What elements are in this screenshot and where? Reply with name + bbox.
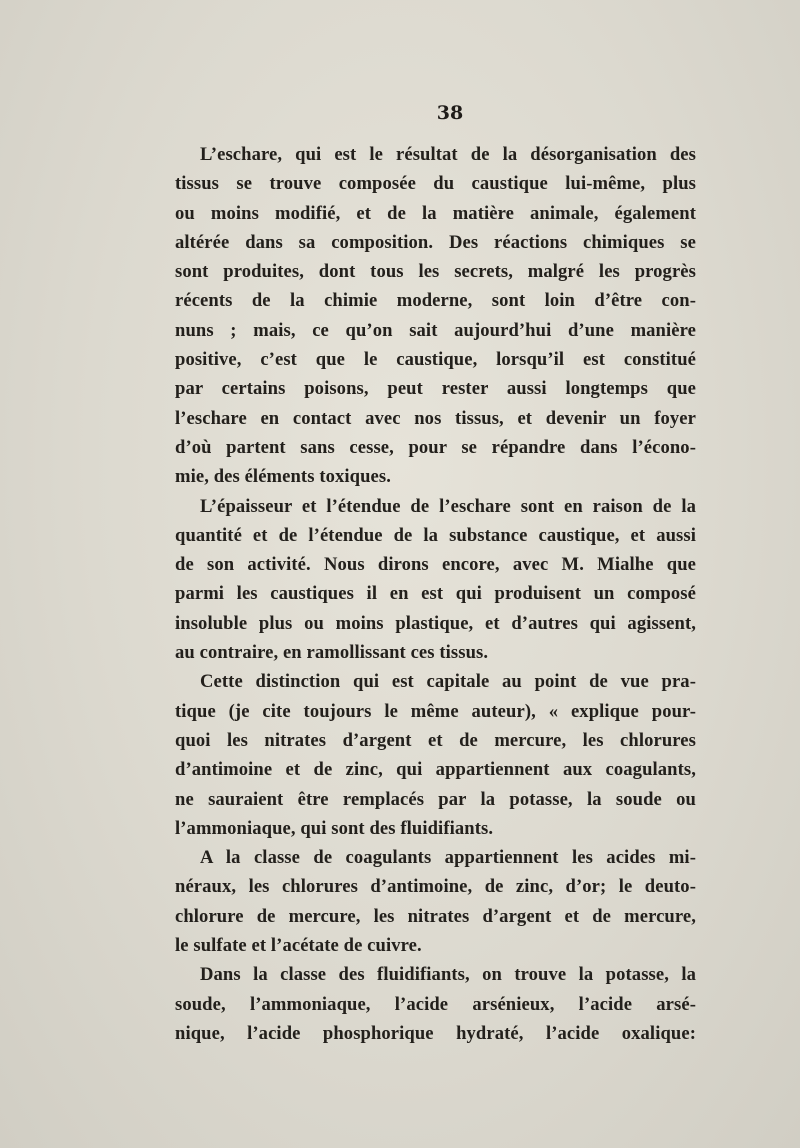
text-line: au contraire, en ramollissant ces tissus. bbox=[175, 642, 489, 664]
text-line: soude, l’ammoniaque, l’acide arsénieux, l’acide arsé- bbox=[175, 993, 696, 1015]
text-line: chlorure de mercure, les nitrates d’argent et de mercure, bbox=[175, 905, 696, 927]
body-text bbox=[175, 140, 696, 1048]
page-number: 38 bbox=[436, 102, 464, 124]
text-line: parmi les caustiques il en est qui produisent un composé bbox=[175, 583, 696, 605]
text-line: L’épaisseur et l’étendue de l’eschare sont en raison de la bbox=[200, 495, 696, 517]
text-line: ne sauraient être remplacés par la potasse, la soude ou bbox=[175, 788, 696, 810]
text-line: Dans la classe des fluidifiants, on trouve la potasse, la bbox=[200, 964, 696, 986]
text-line: quoi les nitrates d’argent et de mercure, les chlorures bbox=[175, 729, 696, 751]
text-line: tissus se trouve composée du caustique lui-même, plus bbox=[175, 173, 696, 195]
text-line: ou moins modifié, et de la matière animale, également bbox=[175, 202, 696, 224]
text-line: positive, c’est que le caustique, lorsqu’il est constitué bbox=[175, 349, 696, 371]
text-line: le sulfate et l’acétate de cuivre. bbox=[175, 935, 422, 957]
text-line: Cette distinction qui est capitale au point de vue pra- bbox=[200, 671, 696, 693]
text-line: A la classe de coagulants appartiennent les acides mi- bbox=[200, 847, 696, 869]
text-line: néraux, les chlorures d’antimoine, de zinc, d’or; le deuto- bbox=[175, 876, 696, 898]
text-line: quantité et de l’étendue de la substance caustique, et aussi bbox=[175, 524, 696, 546]
text-line: tique (je cite toujours le même auteur), « explique pour- bbox=[175, 700, 696, 722]
text-line: nuns ; mais, ce qu’on sait aujourd’hui d’une manière bbox=[175, 319, 696, 341]
text-line: altérée dans sa composition. Des réactions chimiques se bbox=[175, 231, 696, 253]
text-line: l’ammoniaque, qui sont des fluidifiants. bbox=[175, 817, 494, 839]
text-line: l’eschare en contact avec nos tissus, et devenir un foyer bbox=[175, 407, 696, 429]
text-line: nique, l’acide phosphorique hydraté, l’acide oxalique: bbox=[175, 1022, 696, 1044]
text-line: d’où partent sans cesse, pour se répandre dans l’écono- bbox=[175, 436, 696, 458]
text-line: insoluble plus ou moins plastique, et d’autres qui agissent, bbox=[175, 612, 696, 634]
text-line: par certains poisons, peut rester aussi longtemps que bbox=[175, 378, 696, 400]
text-line: d’antimoine et de zinc, qui appartiennent aux coagulants, bbox=[175, 759, 696, 781]
text-line: sont produites, dont tous les secrets, malgré les progrès bbox=[175, 261, 696, 283]
text-line: récents de la chimie moderne, sont loin d’être con- bbox=[175, 290, 696, 312]
text-line: L’eschare, qui est le résultat de la désorganisation des bbox=[200, 144, 696, 165]
text-line: mie, des éléments toxiques. bbox=[175, 466, 391, 488]
text-line: de son activité. Nous dirons encore, avec M. Mialhe que bbox=[175, 554, 696, 576]
